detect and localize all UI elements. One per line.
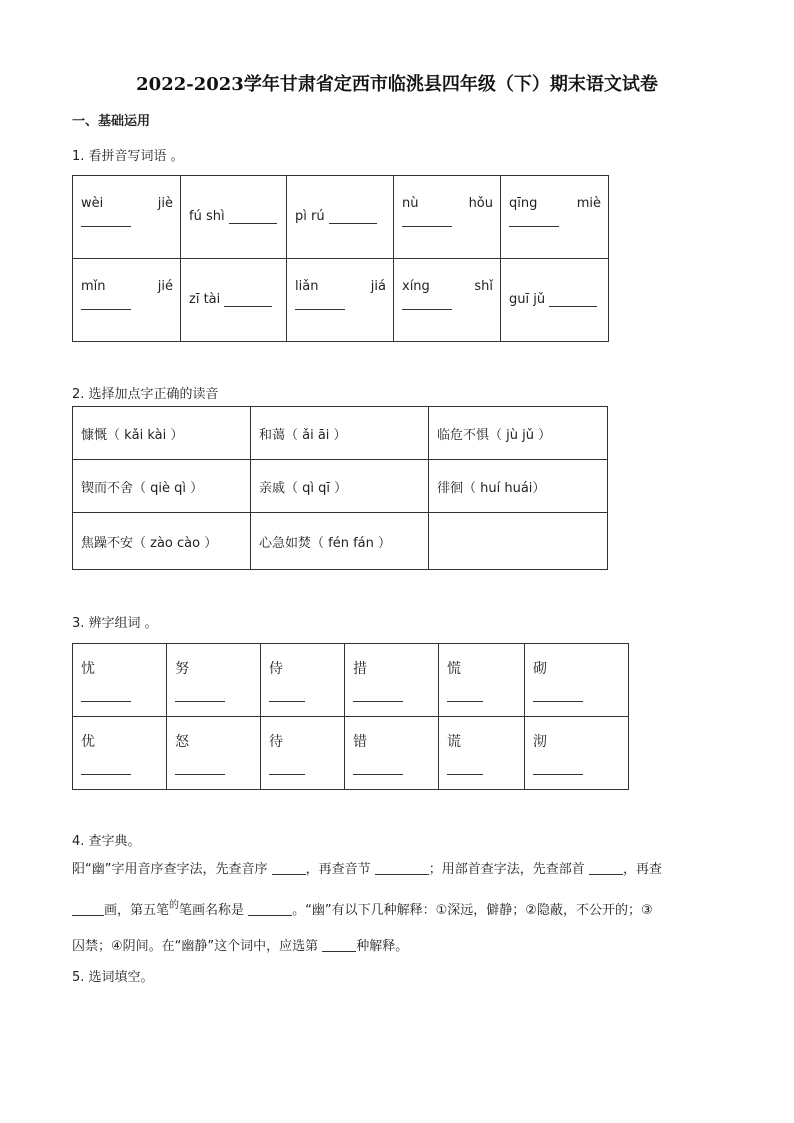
choice-cell[interactable]: 锲而不舍（ qiè qì ） xyxy=(73,460,251,513)
choice-cell[interactable]: 徘徊（ huí huái） xyxy=(429,460,608,513)
question-1-heading: 1. 看拼音写词语 。 xyxy=(72,149,184,164)
pinyin-cell xyxy=(501,259,609,342)
choice-cell[interactable]: 临危不惧（ jù jǔ ） xyxy=(429,407,608,460)
table-row xyxy=(73,407,608,460)
question-2-heading: 2. 选择加点字正确的读音 xyxy=(72,387,219,402)
answer-blank[interactable] xyxy=(295,308,345,310)
answer-blank[interactable] xyxy=(549,305,597,307)
pinyin-cell xyxy=(181,176,287,259)
character: 待 xyxy=(269,734,283,750)
char-cell xyxy=(525,644,629,717)
table-row xyxy=(73,176,609,259)
page-title: 2022-2023学年甘肃省定西市临洮县四年级（下）期末语文试卷 xyxy=(136,74,658,95)
answer-blank[interactable] xyxy=(447,700,483,702)
answer-blank[interactable] xyxy=(81,308,131,310)
q4-text: 笔画名称是 xyxy=(179,903,245,918)
pinyin-text: fú shì xyxy=(189,209,225,224)
pinyin-right: hǒu xyxy=(468,196,493,211)
answer-blank[interactable] xyxy=(402,308,452,310)
pronunciation-table xyxy=(72,406,608,570)
character: 努 xyxy=(175,661,189,677)
pinyin-left: qīng xyxy=(509,196,538,211)
choice-cell[interactable]: 焦躁不安（ zào cào ） xyxy=(73,513,251,570)
pinyin-text: zī tài xyxy=(189,292,221,307)
answer-blank[interactable] xyxy=(229,222,277,224)
table-row xyxy=(73,717,629,790)
question-4-heading: 4. 查字典。 xyxy=(72,834,141,849)
pinyin-cell xyxy=(287,259,394,342)
choice-cell[interactable]: 和蔼（ ǎi āi ） xyxy=(251,407,429,460)
answer-blank[interactable] xyxy=(175,700,225,702)
q4-text: ，再查 xyxy=(622,862,662,877)
pinyin-table xyxy=(72,175,609,342)
answer-blank[interactable] xyxy=(269,773,305,775)
answer-blank[interactable] xyxy=(353,773,403,775)
char-cell xyxy=(167,644,261,717)
section-heading: 一、基础运用 xyxy=(72,114,151,129)
pinyin-left: liǎn xyxy=(295,279,319,294)
choice-cell[interactable]: 心急如焚（ fén fán ） xyxy=(251,513,429,570)
answer-blank[interactable] xyxy=(533,700,583,702)
pinyin-right: miè xyxy=(576,196,601,211)
pinyin-right: shǐ xyxy=(474,279,493,294)
pinyin-text: pì rú xyxy=(295,209,325,224)
character: 砌 xyxy=(533,661,547,677)
character: 错 xyxy=(353,734,367,750)
q4-text: ，再查音节 xyxy=(305,862,371,877)
pinyin-cell xyxy=(394,259,501,342)
answer-blank[interactable] xyxy=(402,225,452,227)
table-row xyxy=(73,259,609,342)
answer-blank[interactable] xyxy=(72,901,104,916)
question-5-heading: 5. 选词填空。 xyxy=(72,970,154,985)
pinyin-left: nù xyxy=(402,196,419,211)
pinyin-cell xyxy=(73,259,181,342)
question-3-heading: 3. 辨字组词 。 xyxy=(72,616,158,631)
pinyin-left: xíng xyxy=(402,279,430,294)
question-4-body xyxy=(72,852,724,965)
answer-blank[interactable] xyxy=(248,901,292,916)
table-row xyxy=(73,644,629,717)
q4-text: ；用部首查字法，先查部首 xyxy=(428,862,585,877)
choice-cell[interactable]: 慷慨（ kǎi kài ） xyxy=(73,407,251,460)
pinyin-left: wèi xyxy=(81,196,104,211)
answer-blank[interactable] xyxy=(81,773,131,775)
char-cell xyxy=(73,644,167,717)
character: 措 xyxy=(353,661,367,677)
char-cell xyxy=(439,644,525,717)
table-row xyxy=(73,513,608,570)
pinyin-right: jiè xyxy=(157,196,173,211)
character: 侍 xyxy=(269,661,283,677)
q4-text: 画，第五笔 xyxy=(104,903,170,918)
answer-blank[interactable] xyxy=(81,225,131,227)
answer-blank[interactable] xyxy=(353,700,403,702)
answer-blank[interactable] xyxy=(509,225,559,227)
pinyin-cell xyxy=(73,176,181,259)
char-cell xyxy=(261,644,345,717)
answer-blank[interactable] xyxy=(533,773,583,775)
answer-blank[interactable] xyxy=(375,860,429,875)
q4-text: 种解释。 xyxy=(356,939,409,954)
character: 沏 xyxy=(533,734,547,750)
pinyin-cell xyxy=(287,176,394,259)
pinyin-cell xyxy=(181,259,287,342)
empty-cell xyxy=(429,513,608,570)
char-cell xyxy=(439,717,525,790)
choice-cell[interactable]: 亲戚（ qì qī ） xyxy=(251,460,429,513)
pinyin-left: mǐn xyxy=(81,279,106,294)
character: 慌 xyxy=(447,661,461,677)
answer-blank[interactable] xyxy=(224,305,272,307)
answer-blank[interactable] xyxy=(175,773,225,775)
pinyin-right: jié xyxy=(157,279,173,294)
character: 优 xyxy=(81,734,95,750)
char-cell xyxy=(525,717,629,790)
pinyin-right: jiá xyxy=(370,279,386,294)
answer-blank[interactable] xyxy=(589,860,623,875)
answer-blank[interactable] xyxy=(269,700,305,702)
q4-text: 阳“幽”字用音序查字法，先查音序 xyxy=(72,862,268,877)
answer-blank[interactable] xyxy=(272,860,306,875)
char-cell xyxy=(261,717,345,790)
character: 谎 xyxy=(447,734,461,750)
character: 怒 xyxy=(175,734,189,750)
pinyin-cell xyxy=(501,176,609,259)
answer-blank[interactable] xyxy=(322,937,356,952)
char-cell xyxy=(345,717,439,790)
character: 忧 xyxy=(81,661,95,677)
character-table xyxy=(72,643,629,790)
table-row xyxy=(73,460,608,513)
q4-text: 。“幽”有以下几种解释：①深远，僻静；②隐蔽，不公开的；③ xyxy=(292,903,653,918)
char-cell xyxy=(167,717,261,790)
answer-blank[interactable] xyxy=(329,222,377,224)
q4-text: 的 xyxy=(169,900,180,911)
char-cell xyxy=(73,717,167,790)
char-cell xyxy=(345,644,439,717)
pinyin-cell xyxy=(394,176,501,259)
answer-blank[interactable] xyxy=(81,700,131,702)
pinyin-text: guī jǔ xyxy=(509,292,546,307)
q4-text: 囚禁；④阴间。在“幽静”这个词中，应选第 xyxy=(72,939,319,954)
answer-blank[interactable] xyxy=(447,773,483,775)
